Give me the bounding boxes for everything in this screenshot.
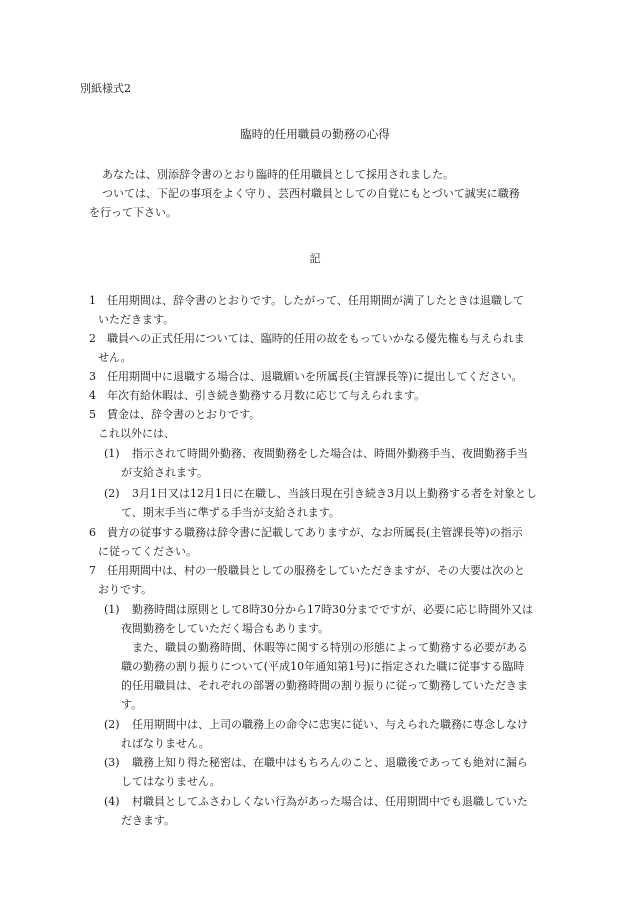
item-4-number: 4 [89, 389, 96, 402]
item-7-sub-1-line-1: 勤務時間は原則として8時30分から17時30分までですが、必要に応じ時間外又は [132, 603, 533, 616]
item-7-sub-3-number: (3) [104, 756, 120, 769]
item-7-line-1: 任用期間中は、村の一般職員としての服務をしていただきますが、その大要は次のと [107, 564, 525, 577]
item-2-line-1: 職員への正式任用については、臨時的任用の故をもっていかなる優先権も与えられま [107, 332, 525, 345]
item-6-line-2: に従ってください。 [98, 545, 197, 558]
item-7-sub-1-para-2-line-1: また、職員の勤務時間、休暇等に関する特別の形態によって勤務する必要がある [132, 641, 528, 654]
item-7-sub-3-line-1: 職務上知り得た秘密は、在職中はもちろんのこと、退職後であっても絶対に漏ら [132, 756, 528, 769]
item-2-line-2: せん。 [98, 351, 132, 364]
item-5-line-1: 賃金は、辞令書のとおりです。 [107, 408, 261, 421]
item-5-sub-2-line-2: て、期末手当に準ずる手当が支給されます。 [121, 506, 340, 519]
item-3-line-1: 任用期間中に退職する場合は、退職願いを所属長(主管課長等)に提出してください。 [107, 370, 523, 383]
item-6-number: 6 [89, 526, 96, 539]
ki-heading: 記 [309, 252, 321, 265]
item-7-sub-1-para-2-line-3: 的任用職員は、それぞれの部署の勤務時間の割り振りに従って勤務していただきま [121, 679, 528, 692]
form-label: 別紙様式2 [80, 82, 131, 95]
item-5-sub-1-line-1: 指示されて時間外勤務、夜間勤務をした場合は、時間外勤務手当、夜間勤務手当 [132, 447, 528, 460]
intro-paragraph-2-line-1: ついては、下記の事項をよく守り、芸西村職員としての自覚にもとづいて誠実に職務 [102, 187, 520, 200]
item-1-line-2: いただきます。 [98, 313, 175, 326]
intro-paragraph-2-line-2: を行って下さい。 [89, 206, 177, 219]
item-7-sub-2-line-2: ればなりません。 [121, 737, 210, 750]
item-7-sub-2-number: (2) [104, 718, 120, 731]
item-7-sub-2-line-1: 任用期間中は、上司の職務上の命令に忠実に従い、与えられた職務に専念しなけ [132, 718, 528, 731]
item-7-sub-1-number: (1) [104, 603, 120, 616]
item-4-line-1: 年次有給休暇は、引き続き勤務する月数に応じて与えられます。 [107, 389, 426, 402]
item-7-sub-1-para-2-line-2: 職の勤務の割り振りについて(平成10年通知第1号)に指定された職に従事する臨時 [121, 660, 525, 673]
item-1-line-1: 任用期間は、辞令書のとおりです。したがって、任用期間が満了したときは退職して [107, 294, 524, 307]
item-5-sub-2-line-1: 3月1日又は12月1日に在職し、当該日現在引き続き3月以上勤務する者を対象とし [132, 487, 537, 500]
item-7-sub-4-line-2: だきます。 [121, 814, 176, 827]
item-5-number: 5 [89, 408, 96, 421]
item-7-sub-4-number: (4) [104, 795, 120, 808]
item-7-sub-1-para-2-line-4: す。 [121, 698, 143, 711]
item-3-number: 3 [89, 370, 96, 383]
item-5-sub-1-line-2: が支給されます。 [121, 466, 209, 479]
item-6-line-1: 貴方の従事する職務は辞令書に記載してありますが、なお所属長(主管課長等)の指示 [107, 526, 523, 539]
item-7-number: 7 [89, 564, 96, 577]
page-title: 臨時的任用職員の勤務の心得 [240, 127, 390, 141]
intro-paragraph-1: あなたは、別添辞令書のとおり臨時的任用職員として採用されました。 [102, 168, 454, 181]
item-7-sub-3-line-2: してはなりません。 [121, 775, 221, 788]
item-1-number: 1 [89, 294, 96, 307]
item-5-other: これ以外には、 [98, 427, 175, 440]
item-7-sub-4-line-1: 村職員としてふさわしくない行為があった場合は、任用期間中でも退職していた [132, 795, 528, 808]
item-7-line-2: おりです。 [98, 583, 153, 596]
item-5-sub-1-number: (1) [104, 447, 120, 460]
item-7-sub-1-line-2: 夜間勤務をしていただく場合もあります。 [121, 622, 330, 635]
item-2-number: 2 [89, 332, 96, 345]
item-5-sub-2-number: (2) [104, 487, 120, 500]
